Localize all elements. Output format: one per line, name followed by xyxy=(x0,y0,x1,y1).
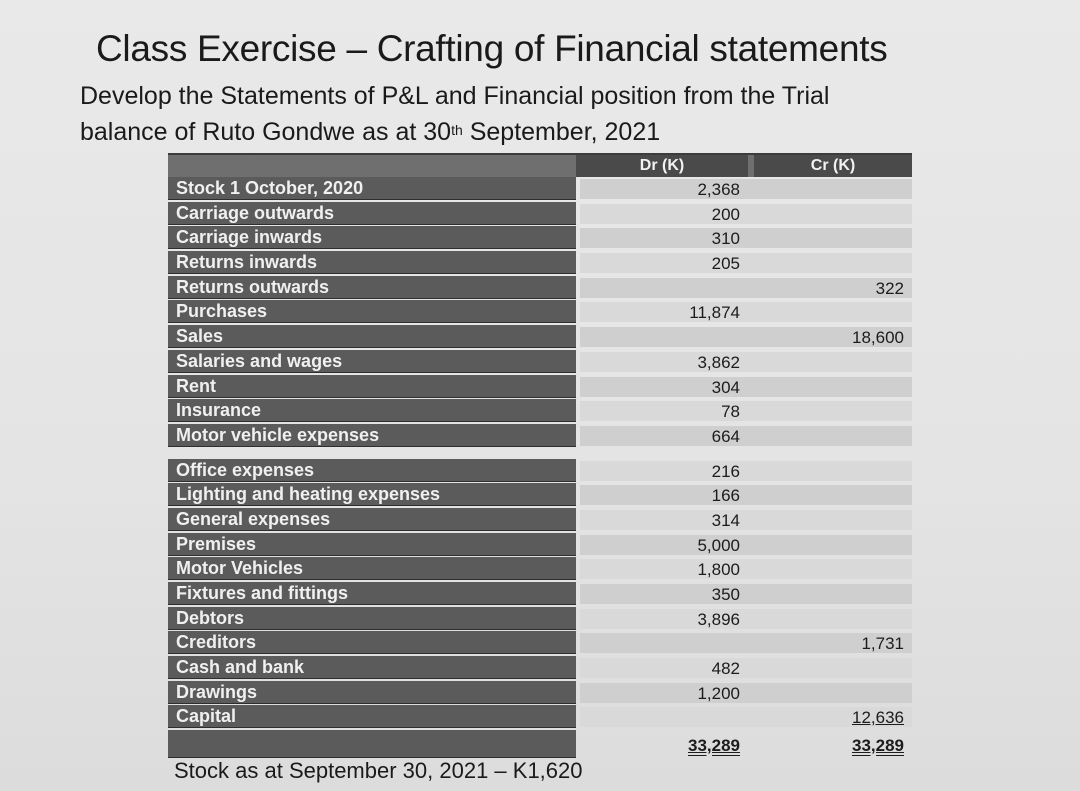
debit-amount xyxy=(580,631,740,655)
account-name: Rent xyxy=(168,375,576,398)
total-cr: 33,289 xyxy=(852,736,904,756)
credit-amount xyxy=(754,533,904,557)
table-row xyxy=(168,533,912,558)
account-name: Insurance xyxy=(168,399,576,422)
credit-amount xyxy=(754,656,904,680)
account-name: Motor Vehicles xyxy=(168,557,576,580)
debit-amount: 2,368 xyxy=(697,180,740,199)
account-name: Motor vehicle expenses xyxy=(168,424,576,447)
account-name: Returns outwards xyxy=(168,276,576,299)
credit-amount xyxy=(754,300,904,324)
credit-amount: 18,600 xyxy=(852,328,904,348)
account-name: Fixtures and fittings xyxy=(168,582,576,605)
account-name: Purchases xyxy=(168,300,576,323)
debit-amount: 166 xyxy=(711,486,740,506)
credit-amount xyxy=(754,582,904,606)
debit-amount: 304 xyxy=(711,377,740,397)
table-row xyxy=(168,375,912,400)
table-row xyxy=(168,607,912,632)
debit-amount: 350 xyxy=(711,585,740,604)
debit-amount: 3,862 xyxy=(697,352,740,372)
totals-row xyxy=(168,730,912,760)
credit-amount xyxy=(754,607,904,631)
table-row xyxy=(168,350,912,375)
table-body xyxy=(168,177,912,730)
account-name: Cash and bank xyxy=(168,656,576,679)
credit-amount xyxy=(754,202,904,226)
totals-label-cell xyxy=(168,730,576,758)
credit-amount xyxy=(754,424,904,448)
account-name: Premises xyxy=(168,533,576,556)
account-name: Carriage inwards xyxy=(168,226,576,249)
credit-amount xyxy=(754,226,904,250)
table-row xyxy=(168,508,912,533)
subtitle-line-1: Develop the Statements of P&L and Financial position from the Trial xyxy=(80,82,830,110)
credit-amount xyxy=(754,375,904,399)
debit-amount: 1,200 xyxy=(697,683,740,703)
table-row xyxy=(168,276,912,301)
credit-amount xyxy=(754,177,904,201)
total-dr: 33,289 xyxy=(688,736,740,756)
credit-amount: 322 xyxy=(875,278,904,298)
table-row xyxy=(168,226,912,251)
table-row xyxy=(168,325,912,350)
debit-amount xyxy=(580,705,740,729)
account-name: Returns inwards xyxy=(168,251,576,274)
table-row xyxy=(168,681,912,706)
debit-amount: 664 xyxy=(711,426,740,446)
table-row xyxy=(168,557,912,582)
debit-amount: 78 xyxy=(721,402,740,422)
debit-amount: 310 xyxy=(711,229,740,249)
closing-stock-note: Stock as at September 30, 2021 – K1,620 xyxy=(174,758,583,783)
table-row xyxy=(168,202,912,227)
account-name: Office expenses xyxy=(168,459,576,482)
debit-amount: 1,800 xyxy=(697,560,740,580)
account-name: Sales xyxy=(168,325,576,348)
table-row xyxy=(168,399,912,424)
credit-amount xyxy=(754,681,904,705)
table-row xyxy=(168,251,912,276)
debit-amount: 216 xyxy=(711,461,740,481)
table-row xyxy=(168,177,912,202)
table-header xyxy=(168,153,912,177)
credit-amount: 12,636 xyxy=(852,708,904,728)
table-row xyxy=(168,459,912,484)
slide-subtitle xyxy=(80,78,1040,150)
account-name: Stock 1 October, 2020 xyxy=(168,177,576,200)
debit-amount: 11,874 xyxy=(689,303,740,323)
trial-balance-table xyxy=(168,153,912,760)
debit-amount: 3,896 xyxy=(697,609,740,629)
header-cr: Cr (K) xyxy=(754,155,912,177)
debit-amount: 482 xyxy=(711,659,740,679)
account-name: Drawings xyxy=(168,681,576,704)
account-name: Lighting and heating expenses xyxy=(168,483,576,506)
debit-amount: 200 xyxy=(711,204,740,224)
account-name: Carriage outwards xyxy=(168,202,576,225)
credit-amount xyxy=(754,459,904,483)
header-dr: Dr (K) xyxy=(576,155,748,177)
debit-amount: 205 xyxy=(711,254,740,274)
account-name: General expenses xyxy=(168,508,576,531)
table-row xyxy=(168,631,912,656)
subtitle-superscript: th xyxy=(451,122,463,138)
table-row xyxy=(168,483,912,508)
subtitle-line-2-prefix: balance of Ruto Gondwe as at 30 xyxy=(80,118,452,146)
credit-amount xyxy=(754,251,904,275)
slide-title: Class Exercise – Crafting of Financial statements xyxy=(96,28,888,69)
account-name: Capital xyxy=(168,705,576,728)
credit-amount: 1,731 xyxy=(861,634,904,654)
debit-amount xyxy=(580,325,740,349)
credit-amount xyxy=(754,557,904,581)
credit-amount xyxy=(754,483,904,507)
account-name: Debtors xyxy=(168,607,576,630)
subtitle-line-2 xyxy=(80,114,1040,150)
subtitle-line-2-suffix: September, 2021 xyxy=(462,118,661,146)
table-row xyxy=(168,656,912,681)
table-row xyxy=(168,582,912,607)
credit-amount xyxy=(754,350,904,374)
account-name: Salaries and wages xyxy=(168,350,576,373)
table-row xyxy=(168,705,912,730)
table-row xyxy=(168,424,912,449)
debit-amount xyxy=(580,276,740,300)
debit-amount: 5,000 xyxy=(697,535,740,555)
account-name: Creditors xyxy=(168,631,576,654)
credit-amount xyxy=(754,508,904,532)
debit-amount: 314 xyxy=(711,510,740,530)
table-row xyxy=(168,300,912,325)
credit-amount xyxy=(754,399,904,423)
